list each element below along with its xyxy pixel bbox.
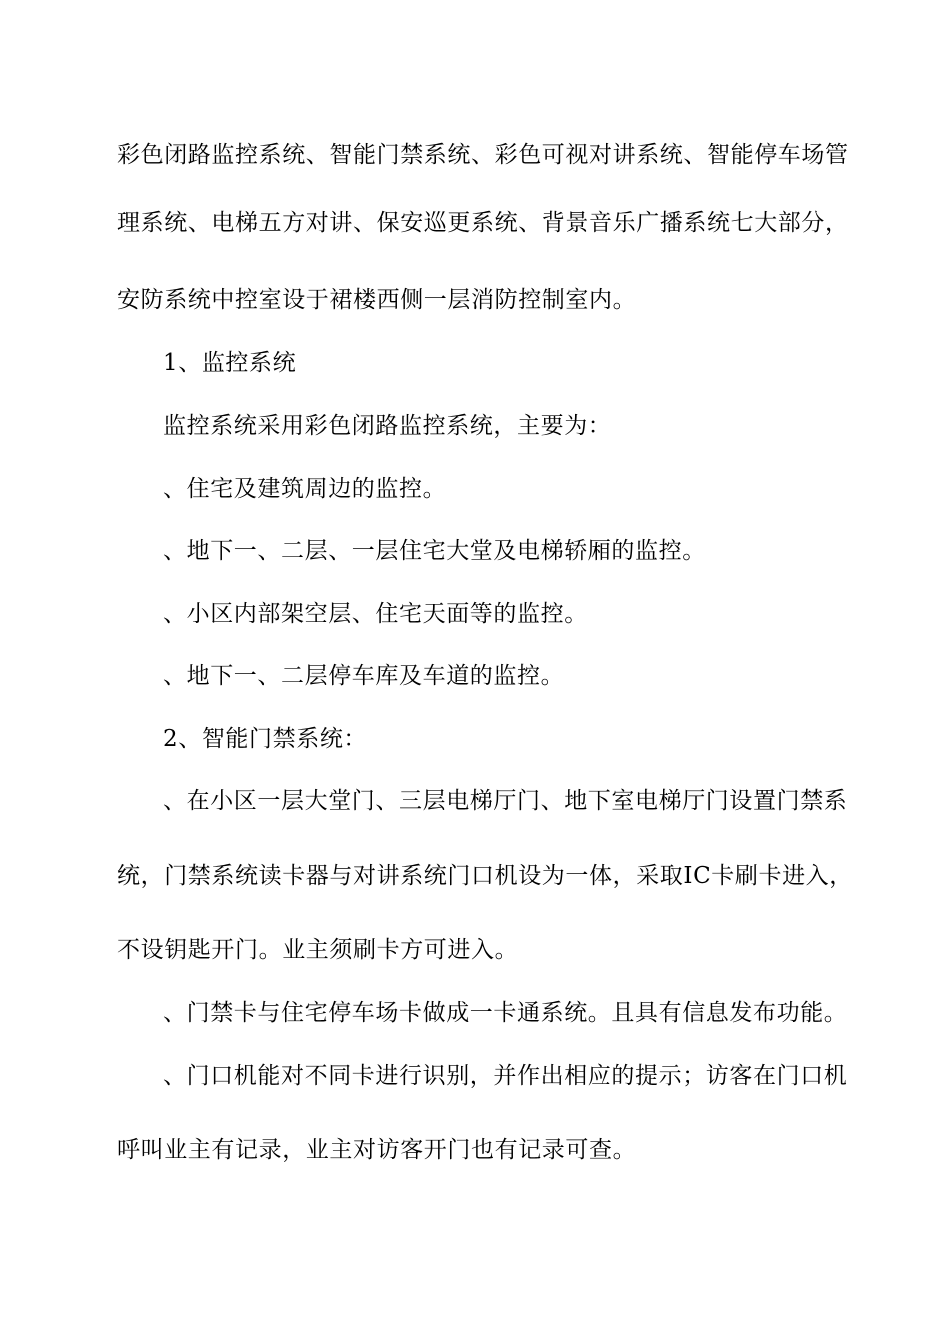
list-item-4: 、地下一、二层停车库及车道的监控。 — [163, 663, 565, 689]
paragraph-line-3: 安防系统中控室设于裙楼西侧一层消防控制室内。 — [117, 287, 637, 313]
paragraph-line-13: 不设钥匙开门。业主须刷卡方可进入。 — [117, 937, 519, 963]
list-item-3: 、小区内部架空层、住宅天面等的监控。 — [163, 601, 588, 627]
section-heading-monitoring: 1、监控系统 — [163, 350, 297, 376]
paragraph-line-14: 、门禁卡与住宅停车场卡做成一卡通系统。且具有信息发布功能。 — [163, 1000, 848, 1026]
paragraph-line-1: 彩色闭路监控系统、智能门禁系统、彩色可视对讲系统、智能停车场管 — [117, 142, 849, 168]
list-item-2: 、地下一、二层、一层住宅大堂及电梯轿厢的监控。 — [163, 538, 706, 564]
paragraph-line-16: 呼叫业主有记录，业主对访客开门也有记录可查。 — [117, 1137, 637, 1163]
list-item-1: 、住宅及建筑周边的监控。 — [163, 476, 447, 502]
paragraph-line-5: 监控系统采用彩色闭路监控系统，主要为： — [163, 413, 612, 439]
section-heading-access-control: 2、智能门禁系统： — [163, 726, 368, 752]
paragraph-line-11: 、在小区一层大堂门、三层电梯厅门、地下室电梯厅门设置门禁系 — [163, 788, 848, 814]
paragraph-line-15: 、门口机能对不同卡进行识别，并作出相应的提示；访客在门口机 — [163, 1063, 848, 1089]
paragraph-line-12: 统，门禁系统读卡器与对讲系统门口机设为一体，采取IC卡刷卡进入， — [117, 863, 853, 889]
paragraph-line-2: 理系统、电梯五方对讲、保安巡更系统、背景音乐广播系统七大部分， — [117, 210, 849, 236]
